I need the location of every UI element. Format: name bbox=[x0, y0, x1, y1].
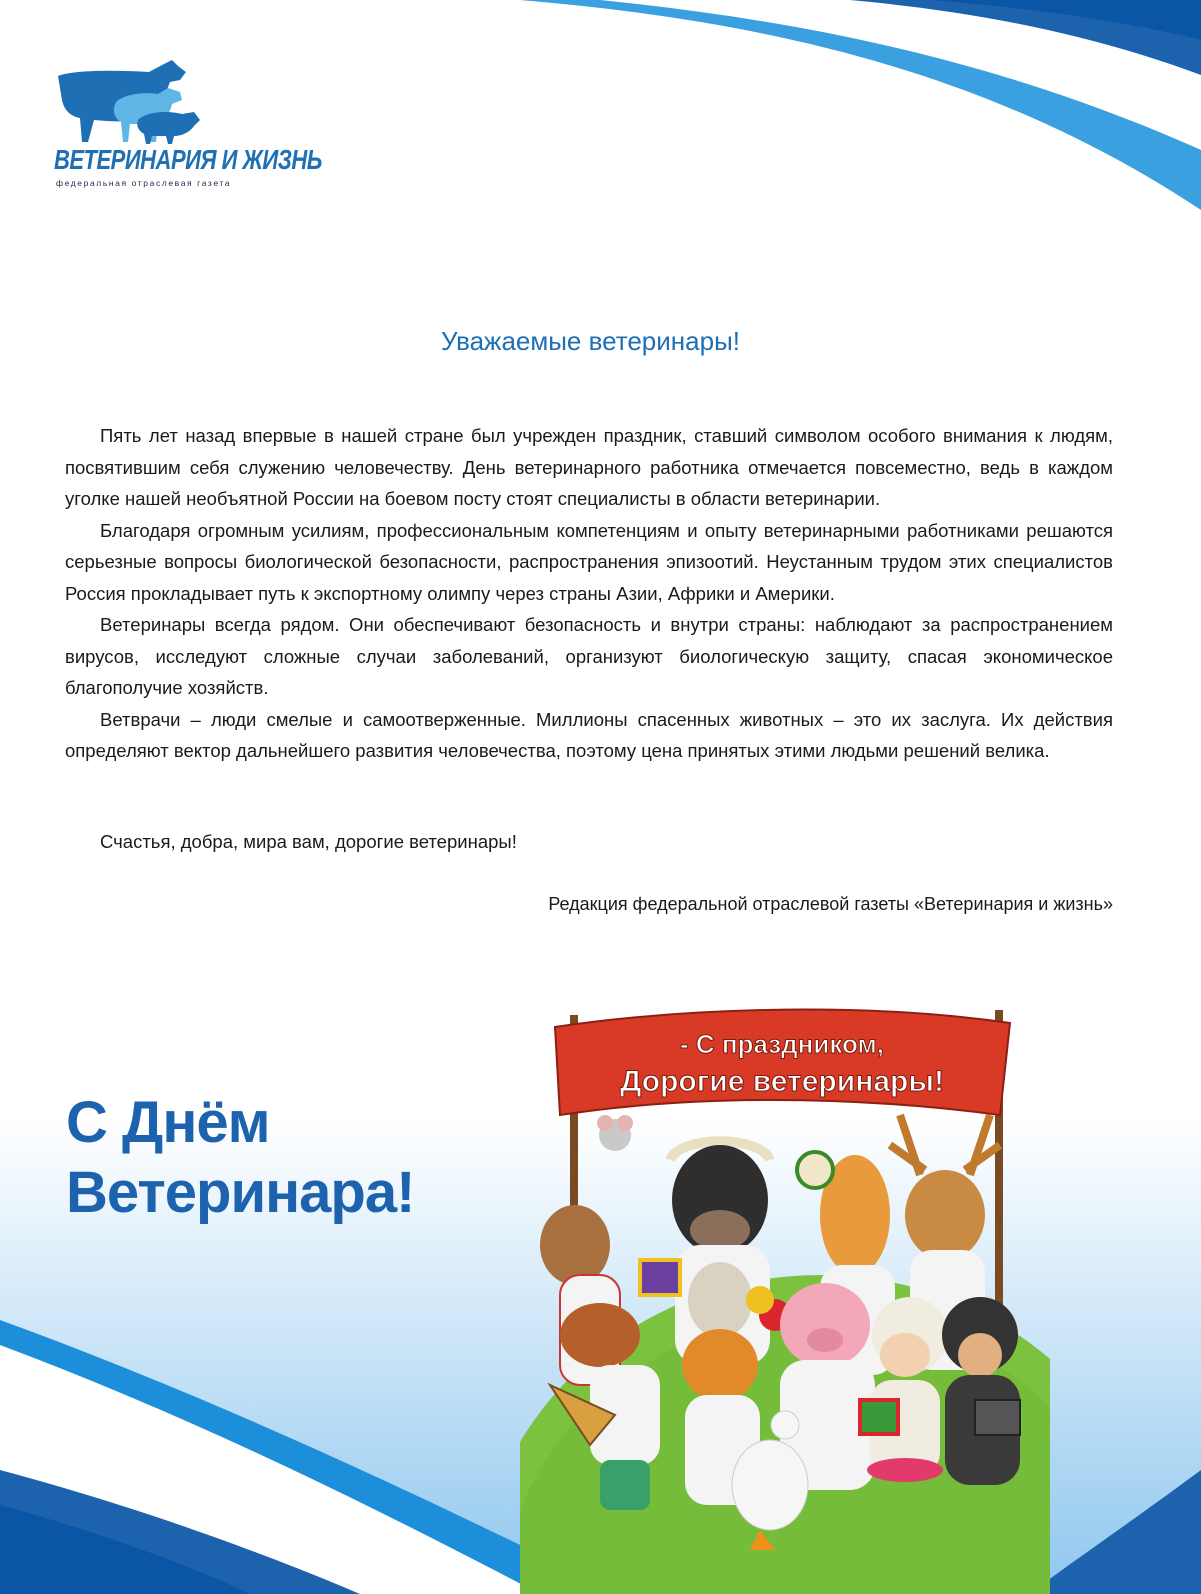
gift-box-icon bbox=[860, 1400, 898, 1434]
paragraph: Ветврачи – люди смелые и самоотверженные. Миллионы спасенных животных – это их заслуга. Их действия определяют вектор дальнейшего развития человечества, поэтому цена принятых этими людьми решений велика. bbox=[65, 708, 1113, 761]
accordion-icon bbox=[975, 1400, 1020, 1435]
wish-line: Счастья, добра, мира вам, дорогие ветеринары! bbox=[100, 831, 517, 852]
white-goat-figure bbox=[688, 1262, 752, 1338]
balloon-icon bbox=[746, 1286, 774, 1314]
tambourine-icon bbox=[797, 1152, 833, 1188]
newspaper-logo bbox=[54, 58, 322, 193]
greeting-heading: Уважаемые ветеринары! bbox=[441, 326, 740, 356]
mouse-figure bbox=[597, 1115, 633, 1151]
holiday-title-line1: С Днём bbox=[66, 1090, 270, 1155]
animals-logo-icon bbox=[54, 58, 254, 148]
logo-title: ВЕТЕРИНАРИЯ И ЖИЗНЬ bbox=[54, 144, 322, 176]
banner-line1: - С праздником, bbox=[679, 1029, 885, 1059]
paragraph: Ветеринары всегда рядом. Они обеспечивают безопасность и внутри страны: наблюдают за распространением вирусов, исследуют сложные случаи заболеваний, организуют биологическую защиту, спасая экономическое благополучие хозяйств. bbox=[65, 614, 1113, 698]
black-sheep-figure bbox=[942, 1297, 1020, 1485]
letter-body bbox=[65, 420, 1113, 767]
cartoon-animals-illustration bbox=[520, 1005, 1050, 1594]
gift-box-icon bbox=[640, 1260, 680, 1295]
sheep-figure bbox=[867, 1297, 948, 1482]
holiday-title bbox=[66, 1088, 486, 1228]
banner-line2: Дорогие ветеринары! bbox=[620, 1065, 944, 1098]
logo-subtitle: федеральная отраслевая газета bbox=[56, 178, 232, 188]
holiday-title-line2: Ветеринара! bbox=[66, 1160, 415, 1225]
banner-shape bbox=[555, 1010, 1010, 1115]
paragraph: Благодаря огромным усилиям, профессиональным компетенциям и опыту ветеринарными работниками решаются серьезные вопросы биологической безопасности, распространения эпизоотий. Неустанным трудом этих специалистов Россия прокладывает путь к экспортному олимпу через страны Азии, Африки и Америки. bbox=[65, 519, 1113, 604]
paragraph: Пять лет назад впервые в нашей стране был учрежден праздник, ставший символом особого внимания к людям, посвятившим себя служению человечеству. День ветеринарного работника отмечается повсеместно, ведь в каждом уголке нашей необъятной России на боевом посту стоят специалисты в области ветеринарии. bbox=[65, 425, 1113, 509]
signature: Редакция федеральной отраслевой газеты «Ветеринария и жизнь» bbox=[548, 894, 1113, 914]
